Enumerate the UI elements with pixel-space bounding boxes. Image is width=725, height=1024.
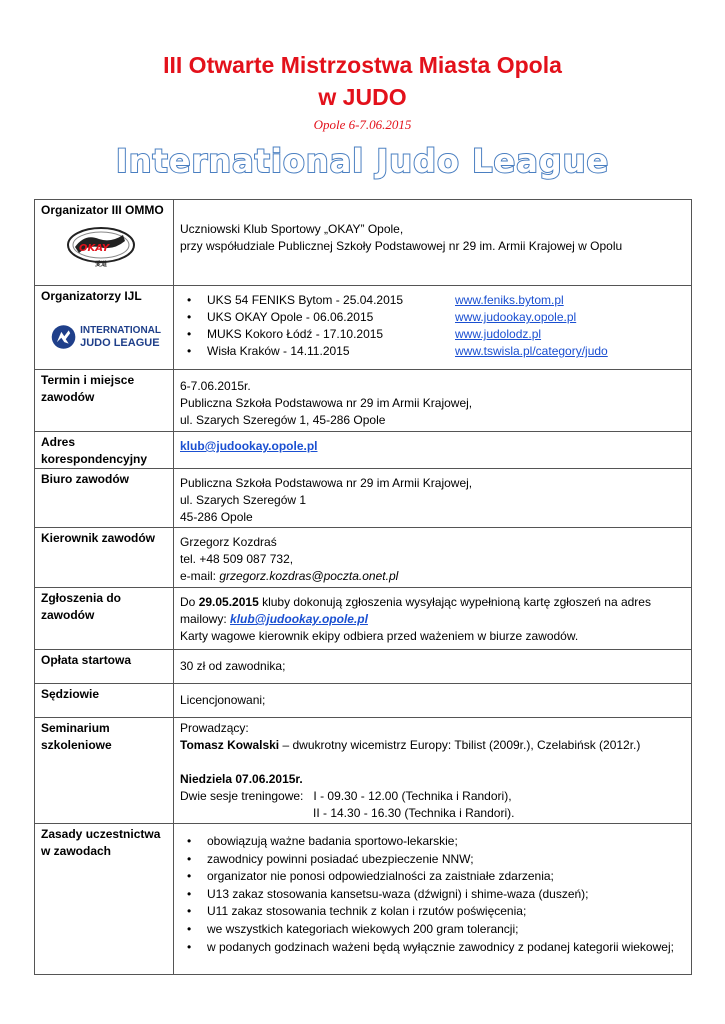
value-rules (174, 824, 692, 975)
row-seminar (35, 718, 692, 824)
organizer-line2: przy współudziale Publicznej Szkoły Podstawowej nr 29 im. Armii Krajowej w Opolu (180, 239, 623, 253)
list-item: • we wszystkich kategoriach wiekowych 200 gram tolerancji; (180, 921, 685, 939)
value-organizer (174, 200, 692, 286)
row-office (35, 469, 692, 528)
label-address: Adres korespondencyjny (35, 432, 174, 469)
list-item: • organizator nie ponosi odpowiedzialności za zaistniałe zdarzenia; (180, 868, 685, 886)
info-table (34, 199, 692, 975)
value-referees: Licencjonowani; (174, 684, 692, 718)
svg-text:OKAY: OKAY (79, 243, 110, 254)
seminar-day: Niedziela 07.06.2015r. (180, 772, 303, 786)
row-date-place (35, 370, 692, 432)
row-address (35, 432, 692, 469)
row-manager (35, 528, 692, 588)
list-item: • U11 zakaz stosowania technik z kolan i rzutów poświęcenia; (180, 903, 685, 921)
label-rules: Zasady uczestnictwa w zawodach (35, 824, 174, 975)
row-ijl-organizers (35, 286, 692, 370)
seminar-instructor: Tomasz Kowalski (180, 738, 280, 752)
label-registration: Zgłoszenia do zawodów (35, 588, 174, 650)
label-referees: Sędziowie (35, 684, 174, 718)
list-item: • w podanych godzinach ważeni będą wyłącznie zawodnicy z podanej kategorii wiekowej; (180, 939, 685, 957)
label-seminar: Seminarium szkoleniowe (35, 718, 174, 824)
svg-text:愛道: 愛道 (95, 261, 108, 268)
label-ijl-organizers: Organizatorzy IJL INTERNATIONAL JUDO LEAGUE (35, 286, 174, 370)
value-date-place: 6-7.06.2015r. Publiczna Szkoła Podstawowa nr 29 im Armii Krajowej, ul. Szarych Szeregów 1, 45-286 Opole (174, 370, 692, 432)
row-fee (35, 650, 692, 684)
title-line1: III Otwarte Mistrzostwa Miasta Opola (163, 52, 562, 78)
value-office: Publiczna Szkoła Podstawowa nr 29 im Armii Krajowej, ul. Szarych Szeregów 1 45-286 Opole (174, 469, 692, 528)
list-item: • UKS OKAY Opole - 06.06.2015 www.judookay.opole.pl (180, 309, 685, 326)
value-fee: 30 zł od zawodnika; (174, 650, 692, 684)
link-judolodz[interactable]: www.judolodz.pl (455, 327, 542, 341)
list-item: • UKS 54 FENIKS Bytom - 25.04.2015 www.feniks.bytom.pl (180, 292, 685, 309)
list-item: • MUKS Kokoro Łódź - 17.10.2015 www.judolodz.pl (180, 326, 685, 343)
value-address (174, 432, 692, 469)
link-feniks[interactable]: www.feniks.bytom.pl (455, 293, 564, 307)
value-registration: Do 29.05.2015 kluby dokonują zgłoszenia wysyłając wypełnioną kartę zgłoszeń na adres mailowy: klub@judookay.opole.pl Karty wagowe kierownik ekipy odbiera przed ważeniem w biurze zawodów. (174, 588, 692, 650)
link-judookay[interactable]: www.judookay.opole.pl (455, 310, 577, 324)
row-registration (35, 588, 692, 650)
title-line2: w JUDO (318, 84, 407, 110)
ijl-logo (51, 319, 161, 355)
value-ijl-organizers (174, 286, 692, 370)
link-tswisla[interactable]: www.tswisla.pl/category/judo (455, 344, 608, 358)
list-item: • Wisła Kraków - 14.11.2015 www.tswisla.pl/category/judo (180, 343, 685, 360)
value-seminar: Prowadzący: Tomasz Kowalski – dwukrotny wicemistrz Europy: Tbilist (2009r.), Czelabińsk (2012r.) Niedziela 07.06.2015r. Dwie sesje treningowe: I - 09.30 - 12.00 (Technika i Randori), II - 14.30 - 16.30 (Technika i Randori). (174, 718, 692, 824)
okay-club-logo (65, 225, 137, 269)
list-item: • U13 zakaz stosowania kansetsu-waza (dźwigni) i shime-waza (duszeń); (180, 886, 685, 904)
rules-list (180, 833, 685, 956)
league-banner: International Judo League (115, 142, 610, 180)
list-item: • obowiązują ważne badania sportowo-lekarskie; (180, 833, 685, 851)
label-office: Biuro zawodów (35, 469, 174, 528)
label-date-place: Termin i miejsce zawodów (35, 370, 174, 432)
registration-deadline: 29.05.2015 (198, 595, 259, 609)
list-item: • zawodnicy powinni posiadać ubezpieczenie NNW; (180, 851, 685, 869)
correspondence-email-link[interactable]: klub@judookay.opole.pl (180, 439, 318, 453)
ijl-organizer-list (180, 292, 685, 360)
ijl-emblem-icon (51, 320, 76, 354)
manager-email: grzegorz.kozdras@poczta.onet.pl (219, 569, 399, 583)
ijl-logo-line2: JUDO LEAGUE (80, 337, 160, 349)
value-manager: Grzegorz Kozdraś tel. +48 509 087 732, e-mail: grzegorz.kozdras@poczta.onet.pl (174, 528, 692, 588)
label-organizer: Organizator III OMMO OKAY 愛道 (35, 200, 174, 286)
registration-email-link[interactable]: klub@judookay.opole.pl (230, 612, 368, 626)
event-date-subtitle: Opole 6-7.06.2015 (313, 117, 412, 132)
organizer-line1: Uczniowski Klub Sportowy „OKAY” Opole, (180, 222, 404, 236)
label-fee: Opłata startowa (35, 650, 174, 684)
label-manager: Kierownik zawodów (35, 528, 174, 588)
ijl-logo-line1: INTERNATIONAL (80, 325, 161, 336)
row-referees (35, 684, 692, 718)
row-rules (35, 824, 692, 975)
row-organizer (35, 200, 692, 286)
